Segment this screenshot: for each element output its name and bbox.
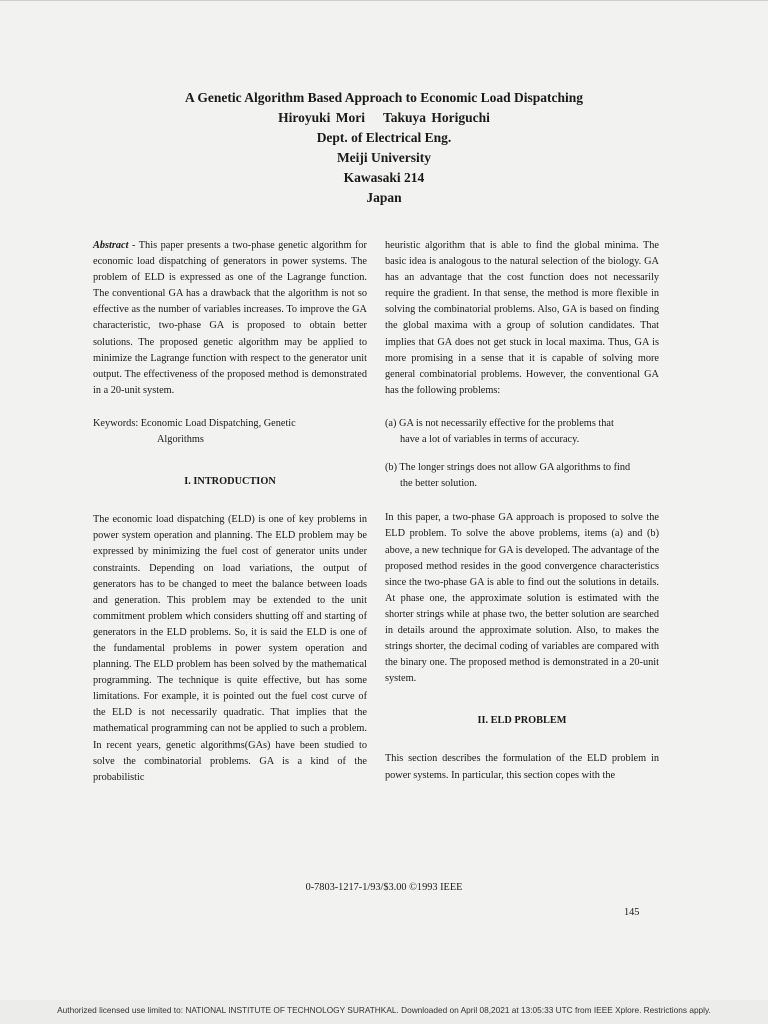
paper-header [0,88,768,208]
author-2: Takuya Horiguchi [382,110,490,125]
problem-item-a-cont: have a lot of variables in terms of accuracy. [400,434,580,446]
right-column [385,238,659,784]
body-paragraph-3: This section describes the formulation of the ELD problem in power systems. In particular, this section copes with the [385,753,659,781]
top-rule [0,0,768,1]
author-line [0,108,768,128]
body-paragraph-2: In this paper, a two-phase GA approach is proposed to solve the ELD problem. To solve the above problems, items (a) and (b) above, a new technique for GA is developed. The advantage of the proposed method resides in the good convergence characteristics since the two-phase GA is able to find out the solutions in details. At phase one, the approximate solution is estimated with the shorter strings while at phase two, the better solution are searched in details around the approximate solution. Also, to makes the strings shorter, the decimal coding of variables are compared with the binary one. The proposed method is demonstrated in a 20-unit system. [385,512,660,685]
author-1: Hiroyuki Mori [278,110,365,125]
problem-item-b-lead: (b) The longer strings does not allow GA algorithms to find [385,462,631,474]
affiliation-dept: Dept. of Electrical Eng. [316,130,452,145]
affiliation-country: Japan [366,190,402,205]
body-paragraph-1: heuristic algorithm that is able to find the global minima. The basic idea is analogous to the natural selection of the biology. GA has an advantage that the cost function does not necessarily require the gradient. In that sense, the method is more flexible in solving the combinatorial problems. Also, GA is based on finding the global maxima with a group of solution candidates. That implies that GA does not get stuck in local maxima. Thus, GA is more promising in a sense that it is capable of solving more general combinatorial problems. However, the conventional GA has the following problems: [385,240,659,396]
keywords [93,416,367,448]
paper-title: A Genetic Algorithm Based Approach to Economic Load Dispatching [184,90,584,105]
affiliation-city: Kawasaki 214 [343,170,425,185]
page-number: 145 [624,907,640,918]
section-heading-eld-problem: II. ELD PROBLEM [477,715,567,727]
problem-item-b [385,460,659,492]
abstract [93,238,367,399]
problem-item-a-lead: (a) GA is not necessarily effective for the problems that [385,417,614,429]
abstract-label: Abstract [93,240,129,251]
section-heading-introduction: I. INTRODUCTION [184,476,276,488]
keywords-line-1: Keywords: Economic Load Dispatching, Genetic [93,417,296,429]
copyright-line: 0-7803-1217-1/93/$3.00 ©1993 IEEE [305,882,463,893]
introduction-paragraph: The economic load dispatching (ELD) is one of key problems in power system operation and planning. The ELD problem may be expressed by minimizing the fuel cost of generator units under constraints. Depending on load variations, the output of generators has to be changed to meet the balance between loads and generation. This problem may be extended to the unit commitment problem which considers shutting off and starting of generators in the ELD problems. So, it is said the ELD is one of the fundamental problems in power system operation and planning. The ELD problem has been solved by the mathematical programming. The technique is quite effective, but has some limitations. For example, it is pointed out the fuel cost curve of the ELD is not necessarily quadratic. That implies that the mathematical programming can not be applied to such a problem. In recent years, genetic algorithms(GAs) have been studied to solve the combinatorial problems. GA is a kind of the probabilistic [93,514,367,783]
problem-item-a [385,416,659,448]
affiliation-university: Meiji University [336,150,432,165]
license-footer: Authorized licensed use limited to: NATIONAL INSTITUTE OF TECHNOLOGY SURATHKAL. Downloaded on April 08,2021 at 13:05:33 UTC from IEEE Xplore. Restrictions apply. [57,1005,711,1015]
keywords-line-2: Algorithms [157,434,204,446]
left-column [93,238,367,786]
problem-item-b-cont: the better solution. [400,478,477,490]
abstract-text: - This paper presents a two-phase genetic algorithm for economic load dispatching of generators in power systems. The problem of ELD is expressed as one of the Lagrange function. The conventional GA has a drawback that the algorithm is not so effective as the number of variables increases. To improve the GA characteristic, two-phase GA is proposed to obtain better solutions. The proposed genetic algorithm may be applied to minimize the Lagrange function with respect to the generator unit output. The effectiveness of the proposed method is demonstrated in a 20-unit system. [93,240,367,396]
